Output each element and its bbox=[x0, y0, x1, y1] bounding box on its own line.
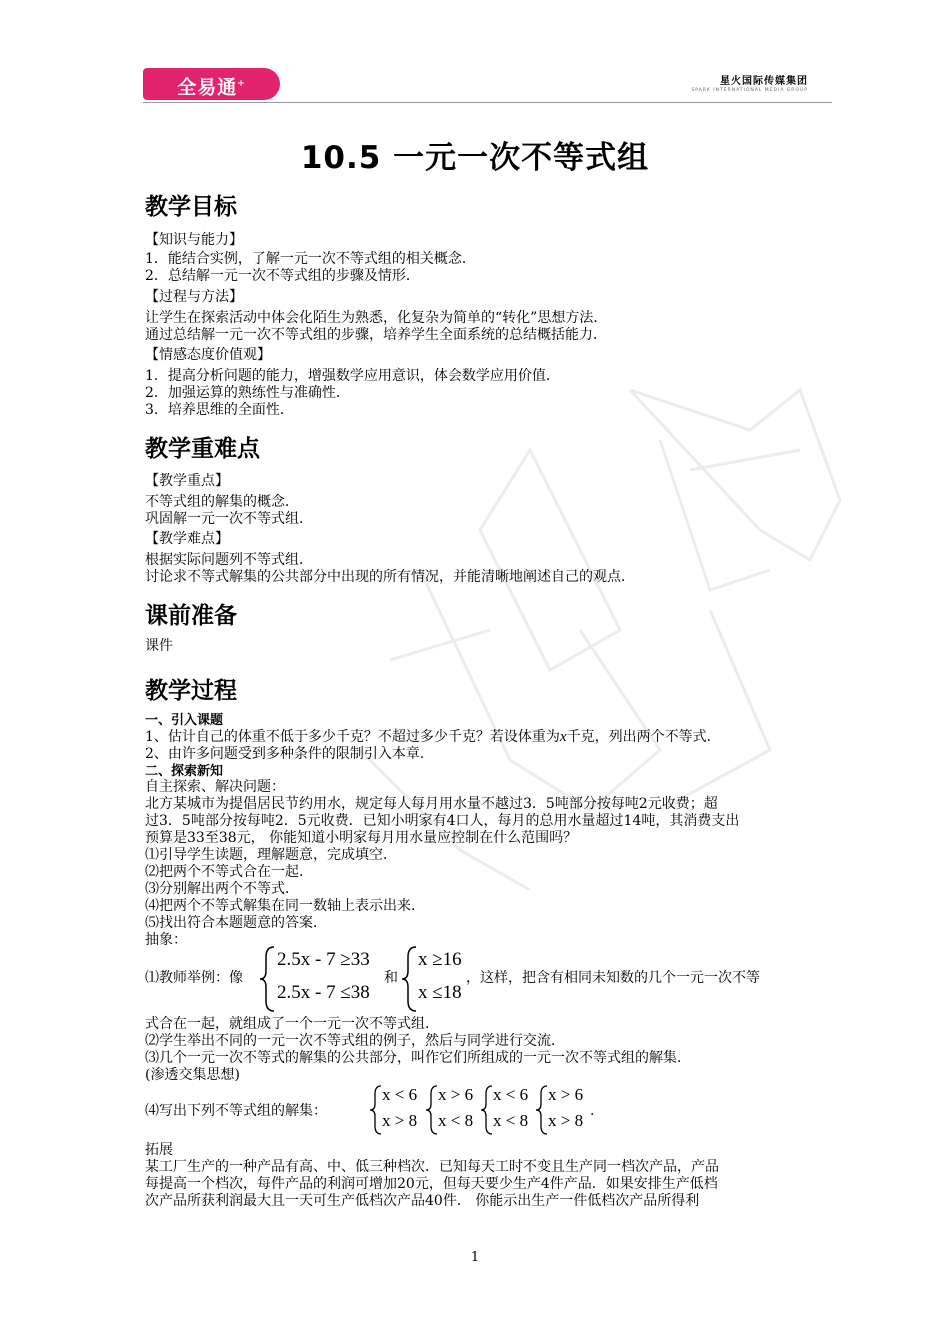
system-2 bbox=[418, 943, 462, 1009]
brace-icon bbox=[480, 1084, 494, 1136]
subheading-intro: 一、引入课题 bbox=[145, 713, 224, 728]
text-line: 次产品所获利润最大且一天可生产低档次产品40件． 你能示出生产一件低档次产品所得利 bbox=[145, 1193, 700, 1209]
system-1-line-1: 2.5x - 7 ≥33 bbox=[277, 949, 370, 970]
brace-icon bbox=[258, 945, 278, 1013]
text-line: 拓展 bbox=[145, 1142, 173, 1158]
text-line: ⑴引导学生读题，理解题意，完成填空． bbox=[145, 847, 397, 863]
text-line: ⑷把两个不等式解集在同一数轴上表示出来． bbox=[145, 898, 425, 914]
brace-icon bbox=[400, 945, 420, 1013]
text-line: 通过总结解一元一次不等式组的步骤，培养学生全面系统的总结概括能力． bbox=[145, 327, 607, 343]
text-line: 3．培养思维的全面性． bbox=[145, 402, 294, 418]
q4-system bbox=[382, 1082, 417, 1134]
text-line: (渗透交集思想) bbox=[145, 1067, 240, 1083]
system-2-line-2: x ≤18 bbox=[418, 982, 462, 1003]
text-line: ，这样，把含有相同未知数的几个一元一次不等 bbox=[466, 970, 760, 986]
text-line: 式合在一起，就组成了一个一元一次不等式组． bbox=[145, 1016, 439, 1032]
text-line: 2．加强运算的熟练性与准确性． bbox=[145, 385, 350, 401]
header-divider bbox=[143, 102, 832, 103]
system-1 bbox=[277, 943, 370, 1009]
text-line: 2、由许多问题受到多种条件的限制引入本章． bbox=[145, 746, 434, 762]
text-line: 某工厂生产的一种产品有高、中、低三种档次．已知每天工时不变且生产同一档次产品，产品 bbox=[145, 1159, 719, 1175]
text-line: ⑵学生举出不同的一元一次不等式组的例子，然后与同学进行交流． bbox=[145, 1033, 565, 1049]
heading-goals: 教学目标 bbox=[145, 194, 237, 220]
system-1-line-2: 2.5x - 7 ≤38 bbox=[277, 982, 370, 1003]
label-emotion: 【情感态度价值观】 bbox=[145, 347, 271, 363]
heading-prep: 课前准备 bbox=[145, 603, 237, 629]
heading-keypoints: 教学重难点 bbox=[145, 436, 260, 462]
text-line: 预算是33至38元， 你能知道小明家每月用水量应控制在什么范围吗？ bbox=[145, 830, 578, 846]
q4-system-line: x > 6 bbox=[438, 1085, 474, 1104]
text-line: 过3．5吨部分按每吨2．5元收费．已知小明家有4口人，每月的总用水量超过14吨，其消费支出 bbox=[145, 813, 740, 829]
publisher-name: 星火国际传媒集团 bbox=[720, 76, 808, 87]
text-line: 课件 bbox=[145, 638, 173, 654]
text-line: 让学生在探索活动中体会化陌生为熟悉，化复杂为简单的“转化”思想方法． bbox=[145, 310, 608, 326]
brace-icon bbox=[425, 1084, 439, 1136]
brace-icon bbox=[535, 1084, 549, 1136]
q4-system-line: x < 8 bbox=[438, 1111, 474, 1130]
text-line: ⑵把两个不等式合在一起． bbox=[145, 864, 313, 880]
text-line: 抽象： bbox=[145, 932, 187, 948]
text-line: 北方某城市为提倡居民节约用水，规定每人每月用水量不越过3．5吨部分按每吨2元收费；超 bbox=[145, 796, 718, 812]
q4-system-line: x > 8 bbox=[548, 1111, 584, 1130]
page-number: 1 bbox=[470, 1250, 480, 1265]
text-and: 和 bbox=[384, 970, 398, 986]
text-period: . bbox=[590, 1103, 595, 1119]
brand-logo: 全易通+ bbox=[143, 68, 280, 100]
text-line: 每提高一个档次，每件产品的利润可增加20元，但每天要少生产4件产品．如果安排生产低档 bbox=[145, 1176, 718, 1192]
text-line: 1．能结合实例，了解一元一次不等式组的相关概念． bbox=[145, 251, 476, 267]
text-line: 2．总结解一元一次不等式组的步骤及情形． bbox=[145, 268, 420, 284]
system-2-line-1: x ≥16 bbox=[418, 949, 462, 970]
q4-system-line: x > 8 bbox=[382, 1111, 418, 1130]
text-line: ⑸找出符合本题题意的答案． bbox=[145, 915, 327, 931]
label-key: 【教学重点】 bbox=[145, 473, 229, 489]
brace-icon bbox=[369, 1084, 383, 1136]
text-line: ⑶几个一元一次不等式的解集的公共部分，叫作它们所组成的一元一次不等式组的解集． bbox=[145, 1050, 691, 1066]
label-knowledge: 【知识与能力】 bbox=[145, 232, 243, 248]
text-line: 讨论求不等式解集的公共部分中出现的所有情况，并能清晰地阐述自己的观点． bbox=[145, 569, 635, 585]
q4-system-line: x < 8 bbox=[493, 1111, 529, 1130]
text-line: 自主探索、解决问题： bbox=[145, 779, 285, 795]
heading-process: 教学过程 bbox=[145, 678, 237, 704]
text-line: 巩固解一元一次不等式组． bbox=[145, 511, 313, 527]
q4-system-line: x < 6 bbox=[493, 1085, 529, 1104]
label-difficulty: 【教学难点】 bbox=[145, 531, 229, 547]
q4-system bbox=[493, 1082, 528, 1134]
q4-system-line: x < 6 bbox=[382, 1085, 418, 1104]
text-line: 1、估计自己的体重不低于多少千克？不超过多少千克？若设体重为x千克，列出两个不等式． bbox=[145, 729, 721, 745]
text-line: 根据实际问题列不等式组． bbox=[145, 552, 313, 568]
label-process: 【过程与方法】 bbox=[145, 289, 243, 305]
text-line: 不等式组的解集的概念． bbox=[145, 494, 299, 510]
q4-system bbox=[548, 1082, 583, 1134]
text-line: ⑴教师举例：像 bbox=[145, 970, 243, 986]
subheading-explore: 二、探索新知 bbox=[145, 764, 224, 779]
text-line: ⑷写出下列不等式组的解集： bbox=[145, 1103, 327, 1119]
text-line: ⑶分别解出两个不等式． bbox=[145, 881, 299, 897]
q4-system bbox=[438, 1082, 473, 1134]
q4-system-line: x > 6 bbox=[548, 1085, 584, 1104]
document-title: 10.5 一元一次不等式组 bbox=[300, 140, 650, 176]
text-line: 1．提高分析问题的能力，增强数学应用意识，体会数学应用价值． bbox=[145, 368, 560, 384]
publisher-mark bbox=[691, 72, 808, 93]
publisher-name-en: SPARK INTERNATIONAL MEDIA GROUP bbox=[691, 88, 808, 93]
